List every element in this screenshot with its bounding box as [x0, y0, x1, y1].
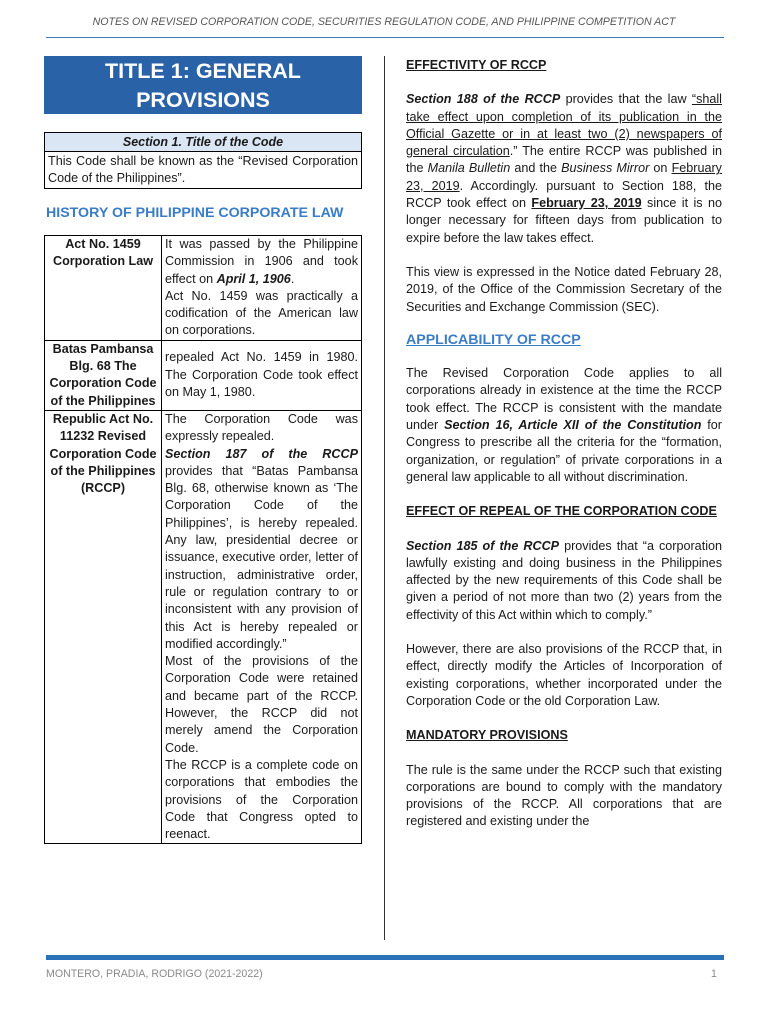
heading-effectivity: EFFECTIVITY OF RCCP	[406, 58, 547, 72]
paragraph-effectivity: Section 188 of the RCCP provides that the law “shall take effect upon completion of its publication in the Official Gazette or in at least two (2) newspapers of general circulation.” The entire RCCP was published in the Manila Bulletin and the Business Mirror on February 23, 2019. Accordingly. pursuant to Section 188, the RCCP took effect on February 23, 2019 since it is no longer necessary for fifteen days from publication to expire before the law takes effect.	[406, 92, 722, 245]
desc-text: repealed Act No. 1459 in 1980. The Corporation Code took effect on May 1, 1980.	[165, 350, 358, 400]
paragraph-provisions: However, there are also provisions of the RCCP that, in effect, directly modify the Articles of Incorporation of existing corporations, whether incorporated under the Corporation Code or the old Corporation Law.	[406, 642, 722, 708]
desc-text: Most of the provisions of the Corporation Code were retained and became part of the RCCP. However, the RCCP did not merely amend the Corporation Code.	[165, 654, 358, 755]
paragraph-applicability: The Revised Corporation Code applies to all corporations already in existence at the time the RCCP took effect. The RCCP is consistent with the mandate under Section 16, Article XII of the Constitution for Congress to prescribe all the criteria for the “formation, organization, or regulation” of private corporations in a general law applicable to all without discrimination.	[406, 366, 722, 484]
table-row	[45, 340, 362, 410]
desc-text: .	[290, 271, 295, 286]
header-rule	[46, 37, 724, 38]
desc-text: provides that “Batas Pambansa Blg. 68, otherwise known as ‘The Corporation Code of the Philippines’, is hereby repealed. Any law, presidential decree or issuance, executive order, letter of instruction, administrative order, rule or regulation contrary to or inconsistent with any provision of this Act is hereby repealed or modified accordingly.”	[165, 463, 358, 651]
paragraph-section-185: Section 185 of the RCCP provides that “a corporation lawfully existing and doing business in the Philippines affected by the new requirements of this Code shall be given a period of not more than two (2) years from the effectivity of this Act within which to comply.”	[406, 538, 722, 622]
title-banner	[44, 56, 362, 114]
desc-date: April 1, 1906	[216, 271, 291, 286]
desc-text: The Corporation Code was expressly repealed.	[165, 411, 358, 444]
heading-effect-of-repeal: EFFECT OF REPEAL OF THE CORPORATION CODE	[406, 504, 717, 519]
heading-mandatory: MANDATORY PROVISIONS	[406, 728, 568, 743]
column-divider	[384, 56, 385, 940]
section-1-title: Section 1. Title of the Code	[45, 133, 361, 152]
page-number: 1	[711, 968, 717, 980]
law-name: Act No. 1459 Corporation Law	[45, 236, 162, 341]
section-1-box	[44, 132, 362, 189]
heading-applicability: APPLICABILITY OF RCCP	[406, 331, 581, 348]
table-row	[45, 236, 362, 341]
desc-emphasis: Section 187 of the RCCP	[165, 446, 358, 461]
history-table	[44, 235, 362, 844]
title-line-1: TITLE 1: GENERAL	[105, 59, 301, 83]
desc-text: It was passed by the Philippine Commission in 1906 and took effect on	[165, 237, 358, 286]
law-name: Republic Act No. 11232 Revised Corporation Code of the Philippines (RCCP)	[45, 410, 162, 843]
desc-text: The RCCP is a complete code on corporations that embodies the provisions of the Corporation Code that Congress opted to reenact.	[165, 757, 358, 842]
history-heading: HISTORY OF PHILIPPINE CORPORATE LAW	[46, 205, 344, 221]
law-description	[162, 340, 362, 410]
title-line-2: PROVISIONS	[136, 88, 270, 112]
paragraph-notice: This view is expressed in the Notice dated February 28, 2019, of the Office of the Commission Secretary of the Securities and Exchange Commission (SEC).	[406, 264, 722, 314]
paragraph-mandatory: The rule is the same under the RCCP such that existing corporations are bound to comply with the mandatory provisions of the RCCP. All corporations that are registered and existing under the	[406, 762, 722, 829]
footer-rule	[46, 955, 724, 960]
law-name: Batas Pambansa Blg. 68 The Corporation Code of the Philippines	[45, 340, 162, 410]
law-description	[162, 236, 362, 341]
running-header: NOTES ON REVISED CORPORATION CODE, SECURITIES REGULATION CODE, AND PHILIPPINE COMPETITION ACT	[92, 16, 676, 28]
right-column	[406, 56, 722, 831]
left-column	[44, 56, 362, 844]
footer-authors: MONTERO, PRADIA, RODRIGO (2021-2022)	[46, 968, 263, 980]
desc-text: Act No. 1459 was practically a codification of the American law on corporations.	[165, 288, 358, 338]
section-1-text: This Code shall be known as the “Revised Corporation Code of the Philippines”.	[48, 154, 358, 185]
law-description	[162, 410, 362, 843]
table-row	[45, 410, 362, 843]
